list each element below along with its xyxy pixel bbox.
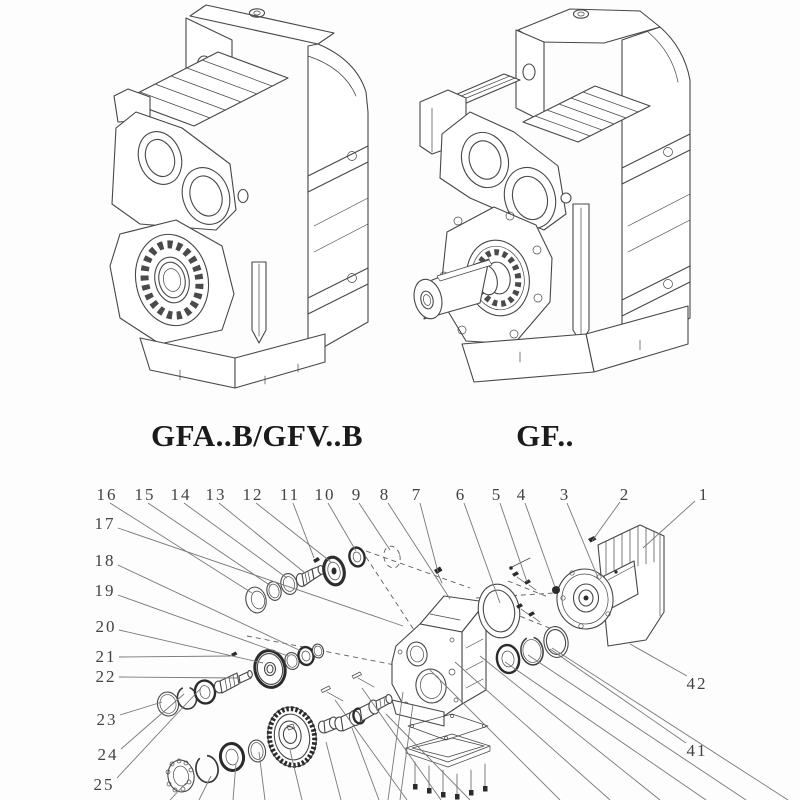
callout-label-12: 12 (242, 485, 264, 504)
electric-motor (553, 525, 664, 646)
callout-label-1: 1 (698, 485, 710, 504)
axis-dash-line (366, 551, 470, 588)
callout-label-17: 17 (94, 514, 116, 533)
callout-leader-18 (118, 565, 301, 651)
callout-leader-16 (110, 503, 252, 593)
callout-label-19: 19 (94, 581, 116, 600)
callout-leader-3 (567, 503, 599, 580)
callout-label-42: 42 (686, 674, 708, 693)
callout-leader-24 (121, 694, 184, 749)
callout-label-16: 16 (96, 485, 118, 504)
callout-label-24: 24 (97, 745, 119, 764)
steel-ball (552, 586, 560, 594)
callout-leader-21 (119, 656, 231, 657)
model-label-left: GFA..B/GFV..B (150, 418, 364, 453)
phantom-bore (382, 544, 403, 569)
callout-leader-7 (420, 503, 438, 572)
taper-roller-bearing (218, 742, 245, 773)
housing-gaskets (406, 714, 490, 767)
leader-line-truncated (480, 656, 660, 800)
callout-label-5: 5 (491, 485, 503, 504)
gear-housing (392, 596, 486, 726)
callout-leader-41 (550, 649, 686, 743)
snap-ring (519, 635, 546, 666)
intermediate-shaft-assembly (155, 643, 325, 718)
callout-leader-1 (643, 501, 695, 548)
callout-label-9: 9 (351, 485, 363, 504)
figure-gearbox-solid-shaft (410, 9, 690, 382)
intermediate-pinion-shaft (213, 670, 253, 694)
callout-leader-23 (120, 702, 162, 715)
callout-label-21: 21 (95, 647, 117, 666)
callout-label-14: 14 (170, 485, 192, 504)
callout-label-4: 4 (516, 485, 528, 504)
callout-label-20: 20 (95, 617, 117, 636)
callout-leader-5 (500, 503, 527, 582)
callout-label-18: 18 (94, 551, 116, 570)
callout-label-15: 15 (134, 485, 156, 504)
callout-label-13: 13 (205, 485, 227, 504)
callout-label-6: 6 (455, 485, 467, 504)
callout-leader-12 (256, 503, 331, 562)
output-pinion-shaft (334, 694, 393, 732)
callout-leader-14 (184, 503, 287, 578)
callout-label-2: 2 (619, 485, 631, 504)
callout-label-41: 41 (686, 741, 708, 760)
leader-line-truncated (552, 648, 788, 800)
shim-ring (541, 625, 570, 660)
callout-label-25: 25 (93, 775, 115, 794)
exploded-parts-diagram (155, 525, 664, 800)
stud-bolt (321, 686, 343, 701)
model-label-right: GF.. (516, 418, 574, 453)
callout-leader-8 (388, 503, 450, 599)
foundation-bolts (413, 762, 488, 800)
retaining-ring (194, 754, 220, 784)
callout-leader-22 (119, 677, 240, 678)
leader-line-truncated (400, 704, 413, 800)
axis-dash-line (366, 557, 414, 630)
callout-label-10: 10 (314, 485, 336, 504)
callout-leader-11 (293, 503, 314, 558)
callout-leader-4 (525, 503, 555, 587)
output-gear (263, 703, 321, 770)
input-gear (321, 555, 347, 587)
callout-label-3: 3 (559, 485, 571, 504)
figure-gearbox-hollow-shaft (110, 5, 368, 388)
callout-label-7: 7 (411, 485, 423, 504)
callout-label-23: 23 (96, 710, 118, 729)
leader-line-truncated (352, 728, 379, 800)
callout-leader-20 (119, 630, 263, 663)
callout-leader-2 (592, 502, 620, 541)
leader-line-truncated (528, 655, 746, 800)
callout-label-22: 22 (95, 667, 117, 686)
callout-leader-9 (359, 503, 390, 550)
input-bearing (347, 546, 366, 568)
leader-line-truncated (455, 662, 610, 800)
leader-line-truncated (326, 742, 341, 800)
callout-leader-10 (328, 503, 356, 551)
callout-leader-42 (630, 644, 687, 676)
callout-label-8: 8 (379, 485, 391, 504)
callout-label-11: 11 (279, 485, 301, 504)
stud-bolt (352, 672, 374, 687)
